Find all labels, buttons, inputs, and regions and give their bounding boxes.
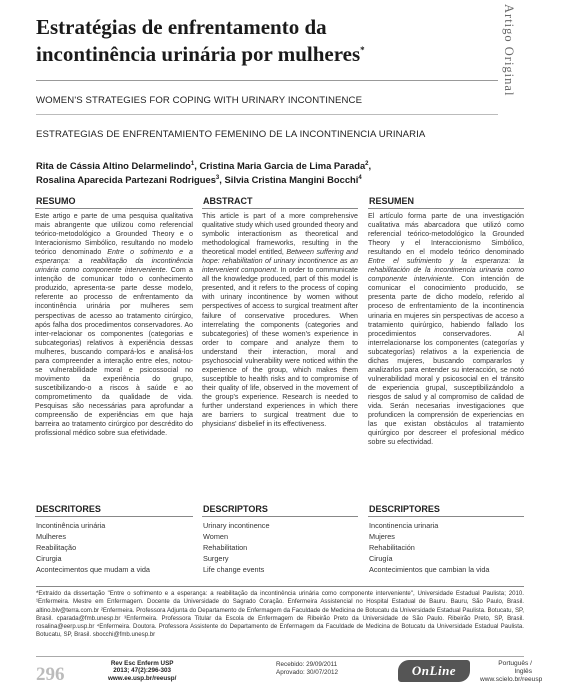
author-4-affil: 4	[358, 175, 362, 182]
title-footnote-mark: *	[360, 45, 365, 55]
list-item: Mujeres	[369, 532, 395, 541]
resumo-text-part-2: . Com a intenção de comunicar todo o conhecimento produzido, apresenta-se parte desse modelo, referente ao processo de enfrentamento da incontinência urinária por mulheres sem perspectivas de acesso ao tratamento cirúrgico, após falha dos procedimentos conservadores. Ao inter-relacionar os componentes (categorias e subcategorias) relativos à experiência dessas mulheres, buscando compará-los e analisá-los para compreender a interação entre eles, notou-se vulnerabilidade moral e psicossocial no movimento da experiência do grupo, suscetibilizando-o a riscos à saúde e ao comprometimento da qualidade de vida. Pesquisas são necessárias para aprofundar a compreensão de experiências em que haja barreira ao tratamento cirúrgico por descrédito do profissional médico sobre sua efetividade.	[35, 266, 193, 438]
author-3-affil: 3	[215, 175, 220, 182]
descriptores-rule	[368, 516, 524, 517]
resumo-text-model: Entre o sofrimento e a esperança: a reabilitação da incontinência urinária como componente interveniente	[35, 248, 194, 275]
author-sep-1: ,	[194, 160, 200, 172]
resumen-text-part-2: . Con intención de comunicar el conocimiento producido, se presenta parte de dicho modelo, referido al proceso de enfrentamiento de la incontinencia urinaria en mujeres sin perspectivas de acceso a tratamiento quirúrgico, habiendo fallado los procedimientos conservadores. Al interrelacionarse los componentes (categorías y subcategorías) relativos a la experiencia de dichas mujeres, buscando compararlos y analizarlos para entender su interacción, se notó vulnerabilidad moral y psicosocial en el tránsito de experiencia grupal, susceptibilizándolo a riesgos de salud y al compromiso de calidad de vida. Serán necesarias investigaciones que profundicen la comprensión de experiencias en las que existan obstáculos al tratamiento quirúrgico por descreer el profesional médico sobre su efectividad.	[368, 275, 524, 447]
descritores-list	[35, 520, 193, 575]
descritores-heading: DESCRITORES	[36, 504, 101, 514]
author-1-affil: 1	[190, 161, 195, 167]
author-4: Silvia Cristina Mangini Bocchi	[224, 174, 359, 186]
journal-url[interactable]: www.ee.usp.br/reeusp/	[108, 674, 177, 682]
resumo-column	[35, 196, 193, 438]
descritores-rule	[35, 516, 193, 517]
resumen-text-part-1: El artículo forma parte de una investigación cualitativa más abarcadora que utilizó como referencial teórico-metodológico la Grounded Theory y el Interaccionismo Simbólico, resultando en el modelo teórico denominado	[368, 212, 524, 257]
descriptors-list	[202, 520, 358, 575]
resumen-text-model: Entre el sufrimiento y la esperanza: la rehabilitación de la incontinencia urinaria como componente interviniente	[368, 257, 524, 284]
abstract-text-model: Between suffering and hope: rehabilitation of urinary incontinence as an intervenient component	[202, 248, 359, 275]
author-1: Rita de Cássia Altino Delarmelindo	[36, 160, 191, 172]
page-number: 296	[36, 664, 65, 685]
subtitle-english: WOMEN'S STRATEGIES FOR COPING WITH URINARY INCONTINENCE	[36, 95, 363, 106]
abstract-text	[202, 212, 358, 429]
list-item: Women	[203, 532, 229, 541]
online-logo: OnLine	[398, 660, 470, 682]
subtitle-divider	[36, 114, 498, 115]
resumo-heading: RESUMO	[36, 196, 76, 206]
list-item: Incontinência urinária	[36, 521, 106, 530]
author-2-affil: 2	[365, 161, 369, 167]
descriptores-heading: DESCRIPTORES	[369, 504, 440, 514]
approved-date: Aprovado: 30/07/2012	[276, 669, 338, 676]
scielo-link[interactable]: www.scielo.br/reeusp	[480, 676, 543, 683]
received-date: Recebido: 29/09/2011	[276, 661, 338, 668]
list-item: Rehabilitation	[203, 543, 248, 552]
abstract-text-part-2: . In order to communicate all the knowledge produced, part of this model is presented, and it refers to the process of coping with urinary incontinence by women without perspectives of access to surgical treatment after failure of conservative procedures. When interrelating the components (categories and subcategories) of these women's experience in order to compare and analyze them to understand their interaction, moral and psychosocial vulnerability were noticed within the experience of the group, which makes them susceptible to health risks and to compromise of their quality of life, observed in the movement of the group's experience. Research is needed to further understand experiences in which there are barriers to surgical treatment due to physicians' disbelief in its effectiveness.	[202, 266, 358, 429]
language-info	[480, 660, 543, 684]
list-item: Rehabilitación	[369, 543, 415, 552]
descriptores-list	[368, 520, 524, 575]
abstract-column	[202, 196, 358, 429]
journal-volume: 2013; 47(2):296-303	[113, 667, 172, 675]
title-line-1: Estratégias de enfrentamento da	[36, 15, 327, 39]
resumen-text	[368, 212, 524, 447]
author-sep-2: ,	[368, 160, 372, 172]
list-item: Mulheres	[36, 532, 67, 541]
list-item: Life change events	[203, 565, 265, 574]
languages: Português / Inglês	[498, 660, 532, 675]
author-sep-3: ,	[219, 174, 225, 186]
section-label: Artigo Original	[502, 4, 516, 97]
list-item: Acontecimientos que cambian la vida	[369, 565, 490, 574]
abstract-text-part-1: This article is part of a more comprehensive qualitative study which used grounded theory and symbolic interactionism as theoretical and methodological frameworks, resulting in the theoretical model entitled,	[202, 212, 358, 257]
descritores-block	[35, 504, 193, 575]
list-item: Surgery	[203, 554, 229, 563]
descriptors-block	[202, 504, 358, 575]
resumen-rule	[368, 208, 524, 209]
dates	[276, 661, 338, 677]
journal-citation	[108, 660, 176, 682]
descriptors-rule	[202, 516, 358, 517]
list-item: Cirurgia	[36, 554, 62, 563]
resumo-rule	[35, 208, 193, 209]
descriptores-block	[368, 504, 524, 575]
author-2: Cristina Maria Garcia de Lima Parada	[199, 160, 366, 172]
resumen-column	[368, 196, 524, 447]
list-item: Reabilitação	[36, 543, 77, 552]
subtitle-spanish: ESTRATEGIAS DE ENFRENTAMIENTO FEMENINO DE LA INCONTINENCIA URINARIA	[36, 129, 426, 140]
journal-name: Rev Esc Enferm USP	[110, 660, 174, 667]
list-item: Cirugía	[369, 554, 393, 563]
title-line-2: incontinência urinária por mulheres	[36, 42, 361, 66]
footer-divider	[36, 656, 524, 657]
resumo-text	[35, 212, 193, 438]
author-list	[36, 158, 371, 186]
abstract-heading: ABSTRACT	[203, 196, 253, 206]
list-item: Urinary incontinence	[203, 521, 270, 530]
list-item: Acontecimentos que mudam a vida	[36, 565, 150, 574]
descriptors-heading: DESCRIPTORS	[203, 504, 268, 514]
list-item: Incontinencia urinaria	[369, 521, 439, 530]
author-3: Rosalina Aparecida Partezani Rodrigues	[36, 174, 216, 186]
title-divider	[36, 80, 498, 81]
article-title	[36, 16, 496, 66]
footnote-divider	[36, 586, 524, 587]
resumen-heading: RESUMEN	[369, 196, 415, 206]
footnotes: *Extraído da dissertação "Entre o sofrimento e a esperança: a reabilitação da incontinência urinária como componente interveniente", Universidade Estadual Paulista; 2010. ¹Enfermeira. Mestre em Enfermagem. Docente da Universidade do Sagrado Coração. Enfermeira Assistencial no Hospital Estadual de Bauru. Bauru, São Paulo, Brasil. altino.blv@terra.com.br ²Enfermeira. Professora Adjunta do Departamento de Enfermagem da Faculdade de Medicina de Botucatu da Universidade Estadual Paulista. Botucatu, SP, Brasil. cparada@fmb.unesp.br ³Enfermeira. Professora Titular da Escola de Enfermagem de Ribeirão Preto da Universidade de São Paulo. Ribeirão Preto, SP, Brasil. rosalina@eerp.usp.br ⁴Enfermeira. Doutora. Professora Assistente do Departamento de Enfermagem da Faculdade de Medicina de Botucatu da Universidade Estadual Paulista. Botucatu, SP, Brasil. sbocchi@fmb.unesp.br	[36, 590, 524, 639]
abstract-rule	[202, 208, 358, 209]
resumo-text-part-1: Este artigo e parte de uma pesquisa qualitativa mais abrangente que utilizou como referencial teórico-metodológico a Grounded Theory e o Interacionismo Simbólico, resultando no modelo teórico denominado	[35, 212, 193, 257]
